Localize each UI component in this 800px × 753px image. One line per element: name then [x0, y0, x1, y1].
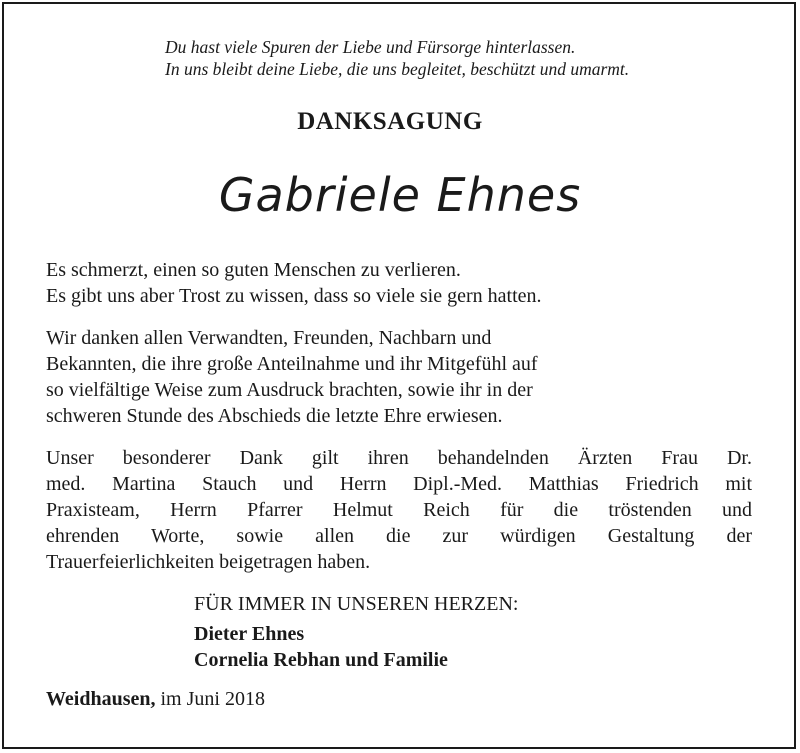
date: im Juni 2018	[160, 688, 265, 710]
paragraph-thanks	[46, 325, 752, 429]
motto-line: In uns bleibt deine Liebe, die uns begleitet, beschützt und umarmt.	[165, 59, 630, 79]
paragraph-line: Unser besonderer Dank gilt ihren behandelnden Ärzten Frau Dr.	[46, 447, 752, 469]
deceased-name: Gabriele Ehnes	[218, 168, 582, 222]
motto-verse	[165, 36, 629, 80]
paragraph-intro	[46, 257, 752, 309]
paragraph-special-thanks	[46, 445, 752, 575]
place-date	[46, 686, 265, 712]
notice-heading: DANKSAGUNG	[297, 108, 483, 135]
signer-name: Dieter Ehnes	[194, 623, 305, 645]
paragraph-line: med. Martina Stauch und Herrn Dipl.-Med. Matthias Friedrich mit	[46, 473, 752, 495]
paragraph-line: Wir danken allen Verwandten, Freunden, Nachbarn und	[46, 327, 492, 349]
paragraph-line: schweren Stunde des Abschieds die letzte Ehre erwiesen.	[46, 405, 503, 427]
paragraph-line: so vielfältige Weise zum Ausdruck brachten, sowie ihr in der	[46, 379, 533, 401]
signers-block	[194, 621, 448, 673]
signer-name: Cornelia Rebhan und Familie	[194, 649, 448, 671]
motto-line: Du hast viele Spuren der Liebe und Fürsorge hinterlassen.	[165, 37, 576, 57]
paragraph-line: Bekannten, die ihre große Anteilnahme und ihr Mitgefühl auf	[46, 353, 538, 375]
paragraph-line: Praxisteam, Herrn Pfarrer Helmut Reich für die tröstenden und	[46, 499, 752, 521]
paragraph-line: ehrenden Worte, sowie allen die zur würdigen Gestaltung der	[46, 525, 752, 547]
paragraph-line: Trauerfeierlichkeiten beigetragen haben.	[46, 551, 371, 573]
paragraph-line: Es gibt uns aber Trost zu wissen, dass so viele sie gern hatten.	[46, 285, 542, 307]
place: Weidhausen,	[46, 688, 156, 710]
closing-line: FÜR IMMER IN UNSEREN HERZEN:	[194, 593, 519, 615]
paragraph-line: Es schmerzt, einen so guten Menschen zu verlieren.	[46, 259, 461, 281]
